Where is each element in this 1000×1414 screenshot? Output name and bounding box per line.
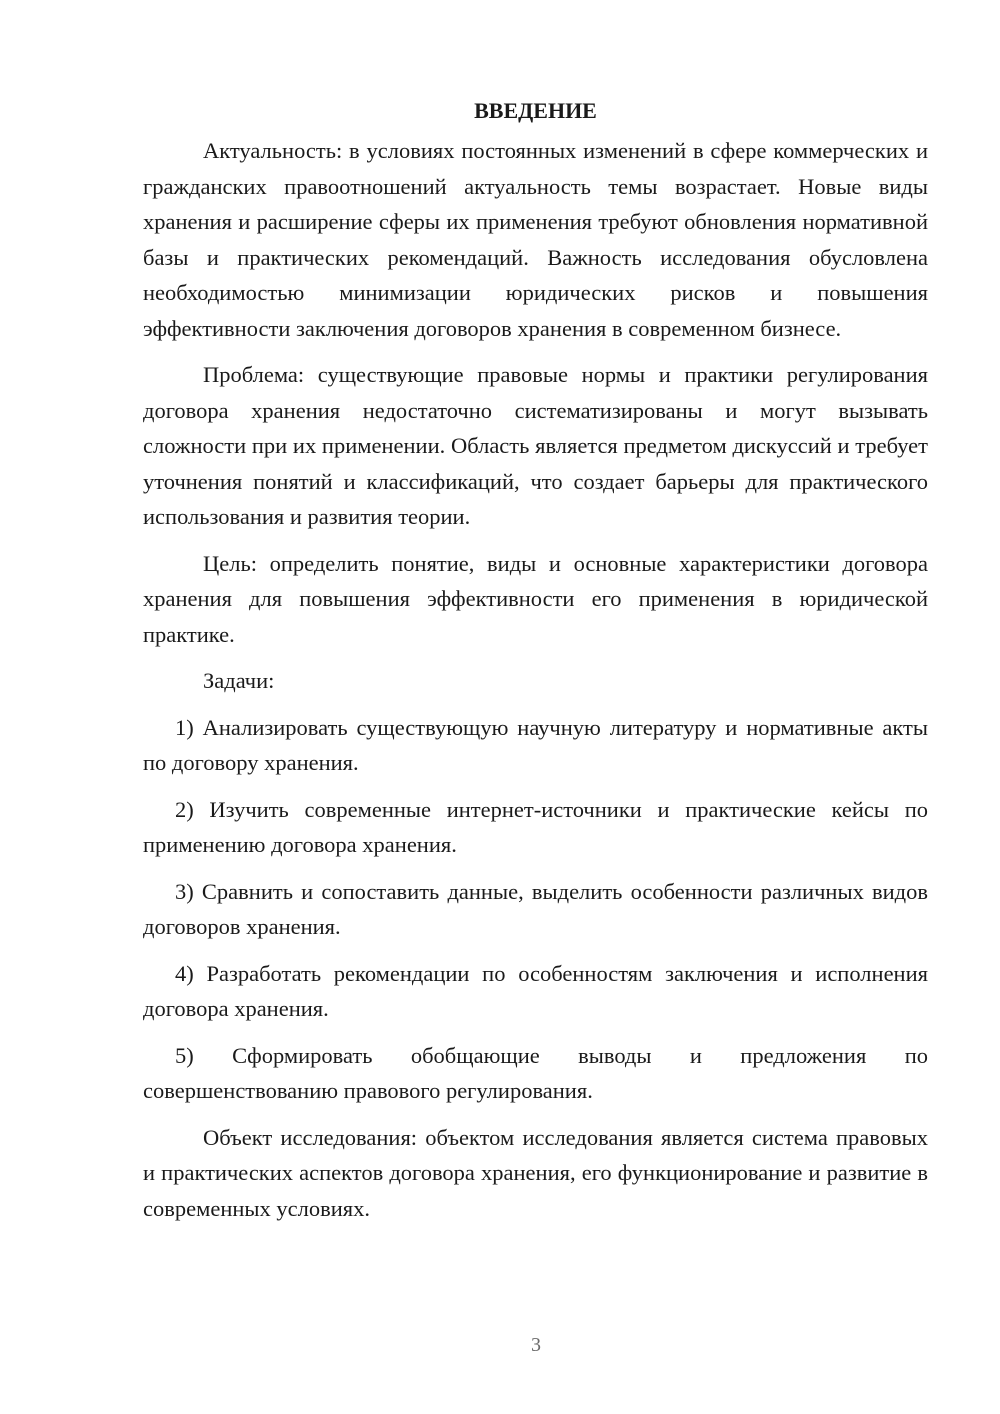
- paragraph-goal: Цель: определить понятие, виды и основные характеристики договора хранения для повышения эффективности его применения в юридической практике.: [143, 550, 928, 647]
- paragraph-problem: Проблема: существующие правовые нормы и практики регулирования договора хранения недостаточно систематизированы и могут вызывать сложности при их применении. Область является предметом дискуссий и требует уточнения понятий и классификаций, что создает барьеры для практического использования и развития теории.: [143, 362, 928, 529]
- page-content: [143, 96, 928, 1237]
- task-item-3: 3) Сравнить и сопоставить данные, выделить особенности различных видов договоров хранения.: [143, 878, 928, 939]
- task-item-2: 2) Изучить современные интернет-источники и практические кейсы по применению договора хранения.: [143, 796, 928, 857]
- page-number: 3: [531, 1334, 541, 1356]
- paragraph-tasks-heading: Задачи:: [203, 668, 275, 693]
- task-item-4: 4) Разработать рекомендации по особенностям заключения и исполнения договора хранения.: [143, 960, 928, 1021]
- paragraph-object: Объект исследования: объектом исследования является система правовых и практических аспектов договора хранения, его функционирование и развитие в современных условиях.: [143, 1124, 928, 1221]
- task-item-5: 5) Сформировать обобщающие выводы и предложения по совершенствованию правового регулирования.: [143, 1042, 928, 1103]
- section-title: ВВЕДЕНИЕ: [474, 98, 597, 123]
- paragraph-relevance: Актуальность: в условиях постоянных изменений в сфере коммерческих и гражданских правоотношений актуальность темы возрастает. Новые виды хранения и расширение сферы их применения требуют обновления нормативной базы и практических рекомендаций. Важность исследования обусловлена необходимостью минимизации юридических рисков и повышения эффективности заключения договоров хранения в современном бизнесе.: [143, 138, 928, 341]
- task-item-1: 1) Анализировать существующую научную литературу и нормативные акты по договору хранения.: [143, 714, 928, 775]
